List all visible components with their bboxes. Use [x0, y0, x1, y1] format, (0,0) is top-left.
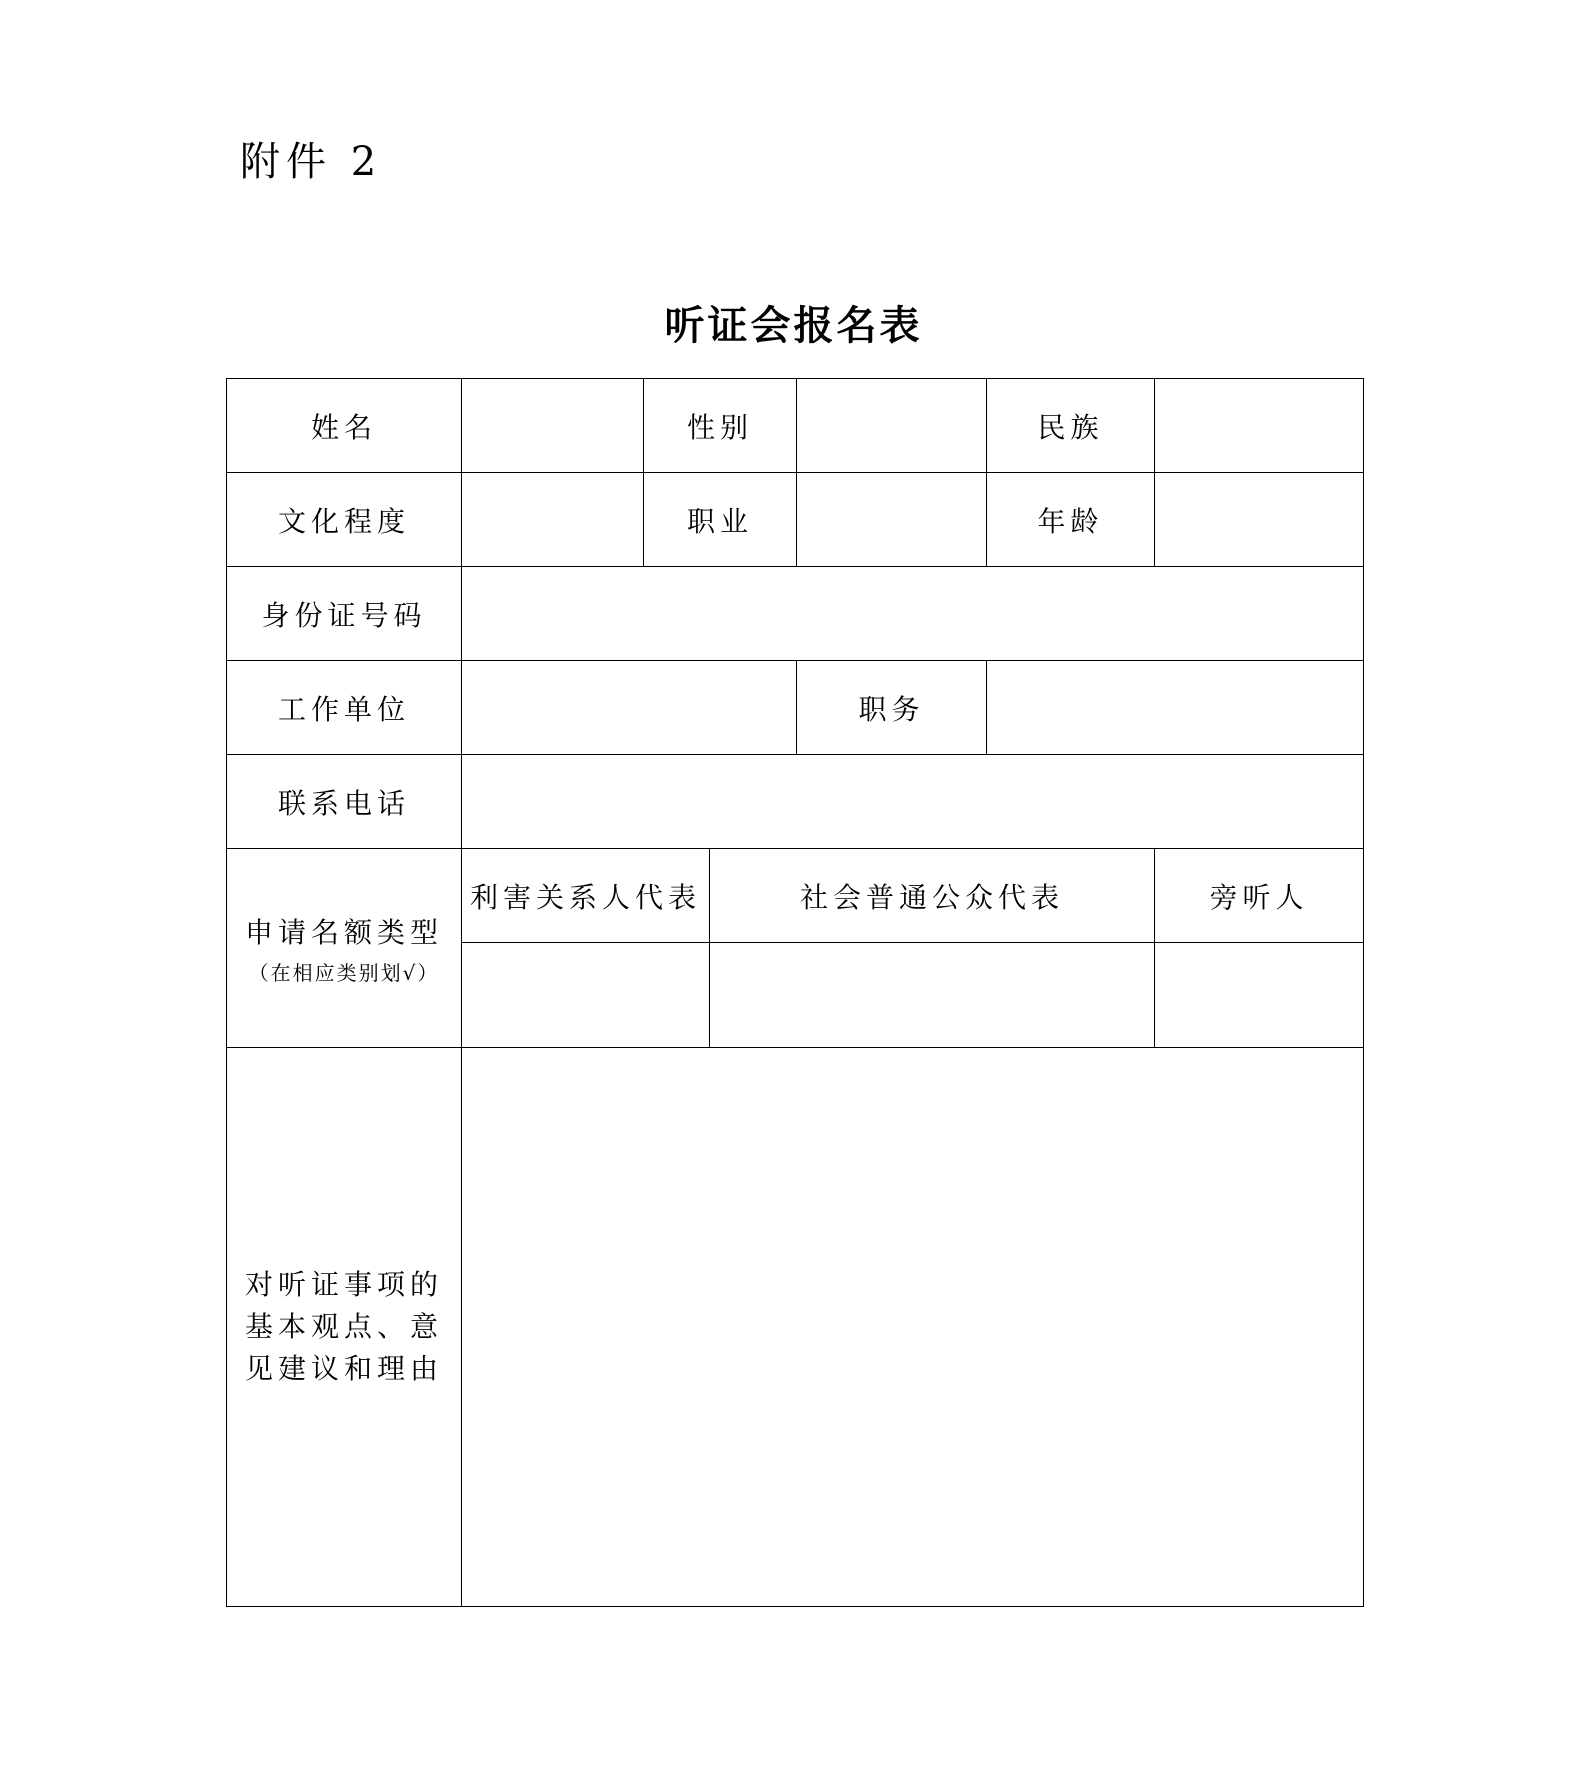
phone-field[interactable] — [462, 755, 1364, 849]
opinion-label-line3: 见建议和理由 — [244, 1352, 443, 1385]
occupation-label: 职业 — [644, 473, 797, 567]
annex-label: 附件 2 — [240, 139, 383, 185]
gender-label: 性别 — [644, 379, 797, 473]
gender-field[interactable] — [797, 379, 987, 473]
ethnicity-field[interactable] — [1155, 379, 1364, 473]
position-field[interactable] — [987, 661, 1364, 755]
stakeholder-check-field[interactable] — [462, 943, 710, 1048]
opinion-label — [227, 1048, 462, 1607]
phone-label: 联系电话 — [227, 755, 462, 849]
opinion-label-line2: 基本观点、意 — [244, 1310, 443, 1343]
work-unit-label: 工作单位 — [227, 661, 462, 755]
education-field[interactable] — [462, 473, 644, 567]
registration-form — [226, 378, 1364, 1607]
public-check-field[interactable] — [710, 943, 1155, 1048]
quota-option-public: 社会普通公众代表 — [710, 849, 1155, 943]
age-label: 年龄 — [987, 473, 1155, 567]
work-unit-field[interactable] — [462, 661, 797, 755]
id-number-field[interactable] — [462, 567, 1364, 661]
opinion-field[interactable] — [462, 1048, 1364, 1607]
position-label: 职务 — [797, 661, 987, 755]
education-label: 文化程度 — [227, 473, 462, 567]
quota-type-cell — [227, 849, 462, 1048]
quota-option-observer: 旁听人 — [1155, 849, 1364, 943]
opinion-label-line1: 对听证事项的 — [244, 1268, 443, 1301]
observer-check-field[interactable] — [1155, 943, 1364, 1048]
quota-type-hint: （在相应类别划√） — [248, 960, 440, 985]
quota-option-stakeholder: 利害关系人代表 — [462, 849, 710, 943]
quota-type-label: 申请名额类型 — [244, 915, 443, 949]
ethnicity-label: 民族 — [987, 379, 1155, 473]
name-label: 姓名 — [227, 379, 462, 473]
form-title: 听证会报名表 — [664, 303, 923, 349]
name-field[interactable] — [462, 379, 644, 473]
age-field[interactable] — [1155, 473, 1364, 567]
occupation-field[interactable] — [797, 473, 987, 567]
id-number-label: 身份证号码 — [227, 567, 462, 661]
